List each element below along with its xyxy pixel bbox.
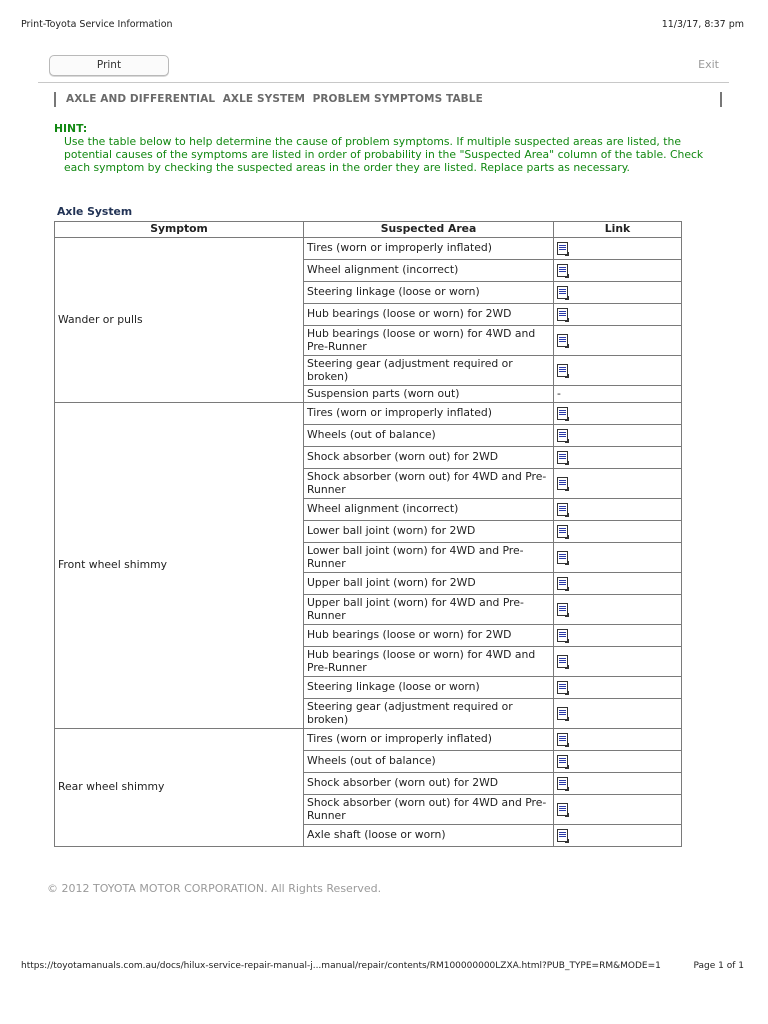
link-cell — [554, 521, 682, 543]
suspected-area-cell: Wheels (out of balance) — [304, 425, 554, 447]
suspected-area-cell: Suspension parts (worn out) — [304, 386, 554, 403]
document-icon[interactable] — [557, 264, 568, 277]
link-cell — [554, 386, 682, 403]
suspected-area-cell: Tires (worn or improperly inflated) — [304, 729, 554, 751]
no-link-dash: - — [557, 386, 561, 400]
suspected-area-cell: Hub bearings (loose or worn) for 2WD — [304, 625, 554, 647]
document-icon[interactable] — [557, 477, 568, 490]
link-cell — [554, 304, 682, 326]
link-cell — [554, 573, 682, 595]
link-cell — [554, 425, 682, 447]
suspected-area-cell: Upper ball joint (worn) for 2WD — [304, 573, 554, 595]
suspected-area-cell: Steering linkage (loose or worn) — [304, 282, 554, 304]
link-cell — [554, 729, 682, 751]
link-cell — [554, 625, 682, 647]
table-body — [55, 238, 682, 847]
document-icon[interactable] — [557, 733, 568, 746]
symptoms-table — [54, 221, 682, 847]
link-cell — [554, 499, 682, 521]
print-footer-url: https://toyotamanuals.com.au/docs/hilux-service-repair-manual-j...manual/repair/contents/RM100000000LZXA.html?PUB_TYPE=RM&MODE=1 — [21, 961, 661, 971]
suspected-area-cell: Upper ball joint (worn) for 4WD and Pre-Runner — [304, 595, 554, 625]
document-icon[interactable] — [557, 451, 568, 464]
suspected-area-cell: Lower ball joint (worn) for 2WD — [304, 521, 554, 543]
print-footer-page: Page 1 of 1 — [693, 961, 744, 971]
document-icon[interactable] — [557, 308, 568, 321]
column-header-symptom: Symptom — [55, 222, 304, 238]
suspected-area-cell: Shock absorber (worn out) for 4WD and Pre-Runner — [304, 469, 554, 499]
document-icon[interactable] — [557, 577, 568, 590]
print-header-title: Print-Toyota Service Information — [21, 19, 173, 30]
suspected-area-cell: Shock absorber (worn out) for 2WD — [304, 773, 554, 795]
column-header-suspected-area: Suspected Area — [304, 222, 554, 238]
link-cell — [554, 447, 682, 469]
document-icon[interactable] — [557, 334, 568, 347]
document-icon[interactable] — [557, 629, 568, 642]
print-header — [21, 19, 744, 33]
suspected-area-cell: Tires (worn or improperly inflated) — [304, 403, 554, 425]
link-cell — [554, 751, 682, 773]
document-icon[interactable] — [557, 755, 568, 768]
document-icon[interactable] — [557, 551, 568, 564]
link-cell — [554, 403, 682, 425]
document-icon[interactable] — [557, 407, 568, 420]
suspected-area-cell: Shock absorber (worn out) for 2WD — [304, 447, 554, 469]
link-cell — [554, 677, 682, 699]
document-icon[interactable] — [557, 777, 568, 790]
document-icon[interactable] — [557, 525, 568, 538]
table-caption: Axle System — [57, 205, 133, 218]
link-cell — [554, 647, 682, 677]
link-cell — [554, 773, 682, 795]
print-button[interactable]: Print — [49, 55, 169, 76]
link-cell — [554, 326, 682, 356]
document-icon[interactable] — [557, 655, 568, 668]
suspected-area-cell: Hub bearings (loose or worn) for 4WD and Pre-Runner — [304, 326, 554, 356]
link-cell — [554, 699, 682, 729]
page-title-bar — [54, 92, 722, 107]
document-icon[interactable] — [557, 286, 568, 299]
hint-block — [54, 122, 704, 174]
suspected-area-cell: Steering linkage (loose or worn) — [304, 677, 554, 699]
document-icon[interactable] — [557, 603, 568, 616]
column-header-link: Link — [554, 222, 682, 238]
suspected-area-cell: Steering gear (adjustment required or broken) — [304, 699, 554, 729]
document-icon[interactable] — [557, 829, 568, 842]
link-cell — [554, 282, 682, 304]
document-icon[interactable] — [557, 364, 568, 377]
suspected-area-cell: Steering gear (adjustment required or broken) — [304, 356, 554, 386]
suspected-area-cell: Shock absorber (worn out) for 4WD and Pre-Runner — [304, 795, 554, 825]
document-icon[interactable] — [557, 429, 568, 442]
copyright: © 2012 TOYOTA MOTOR CORPORATION. All Rights Reserved. — [47, 882, 382, 895]
link-cell — [554, 469, 682, 499]
suspected-area-cell: Wheels (out of balance) — [304, 751, 554, 773]
suspected-area-cell: Axle shaft (loose or worn) — [304, 825, 554, 847]
link-cell — [554, 356, 682, 386]
link-cell — [554, 238, 682, 260]
suspected-area-cell: Wheel alignment (incorrect) — [304, 499, 554, 521]
page-title: AXLE AND DIFFERENTIAL AXLE SYSTEM PROBLEM SYMPTOMS TABLE — [66, 93, 483, 105]
document-icon[interactable] — [557, 503, 568, 516]
hint-text: Use the table below to help determine the cause of problem symptoms. If multiple suspected areas are listed, the potential causes of the symptoms are listed in order of probability in the "Suspected Area" column of the table. Check each symptom by checking the suspected areas in the order they are listed. Replace parts as necessary. — [64, 135, 704, 174]
print-header-datetime: 11/3/17, 8:37 pm — [661, 19, 744, 30]
table-row — [55, 238, 682, 260]
table-row — [55, 729, 682, 751]
document-icon[interactable] — [557, 803, 568, 816]
suspected-area-cell: Hub bearings (loose or worn) for 2WD — [304, 304, 554, 326]
symptom-cell: Wander or pulls — [55, 238, 304, 403]
link-cell — [554, 543, 682, 573]
print-footer — [21, 961, 744, 975]
document-icon[interactable] — [557, 242, 568, 255]
symptom-cell: Front wheel shimmy — [55, 403, 304, 729]
table-row — [55, 403, 682, 425]
link-cell — [554, 795, 682, 825]
hint-label: HINT: — [54, 122, 88, 135]
suspected-area-cell: Lower ball joint (worn) for 4WD and Pre-Runner — [304, 543, 554, 573]
table-header-row — [55, 222, 682, 238]
document-icon[interactable] — [557, 707, 568, 720]
suspected-area-cell: Tires (worn or improperly inflated) — [304, 238, 554, 260]
symptom-cell: Rear wheel shimmy — [55, 729, 304, 847]
divider — [38, 82, 729, 83]
suspected-area-cell: Hub bearings (loose or worn) for 4WD and Pre-Runner — [304, 647, 554, 677]
link-cell — [554, 595, 682, 625]
link-cell — [554, 825, 682, 847]
link-cell — [554, 260, 682, 282]
document-icon[interactable] — [557, 681, 568, 694]
suspected-area-cell: Wheel alignment (incorrect) — [304, 260, 554, 282]
exit-link[interactable]: Exit — [698, 58, 719, 71]
